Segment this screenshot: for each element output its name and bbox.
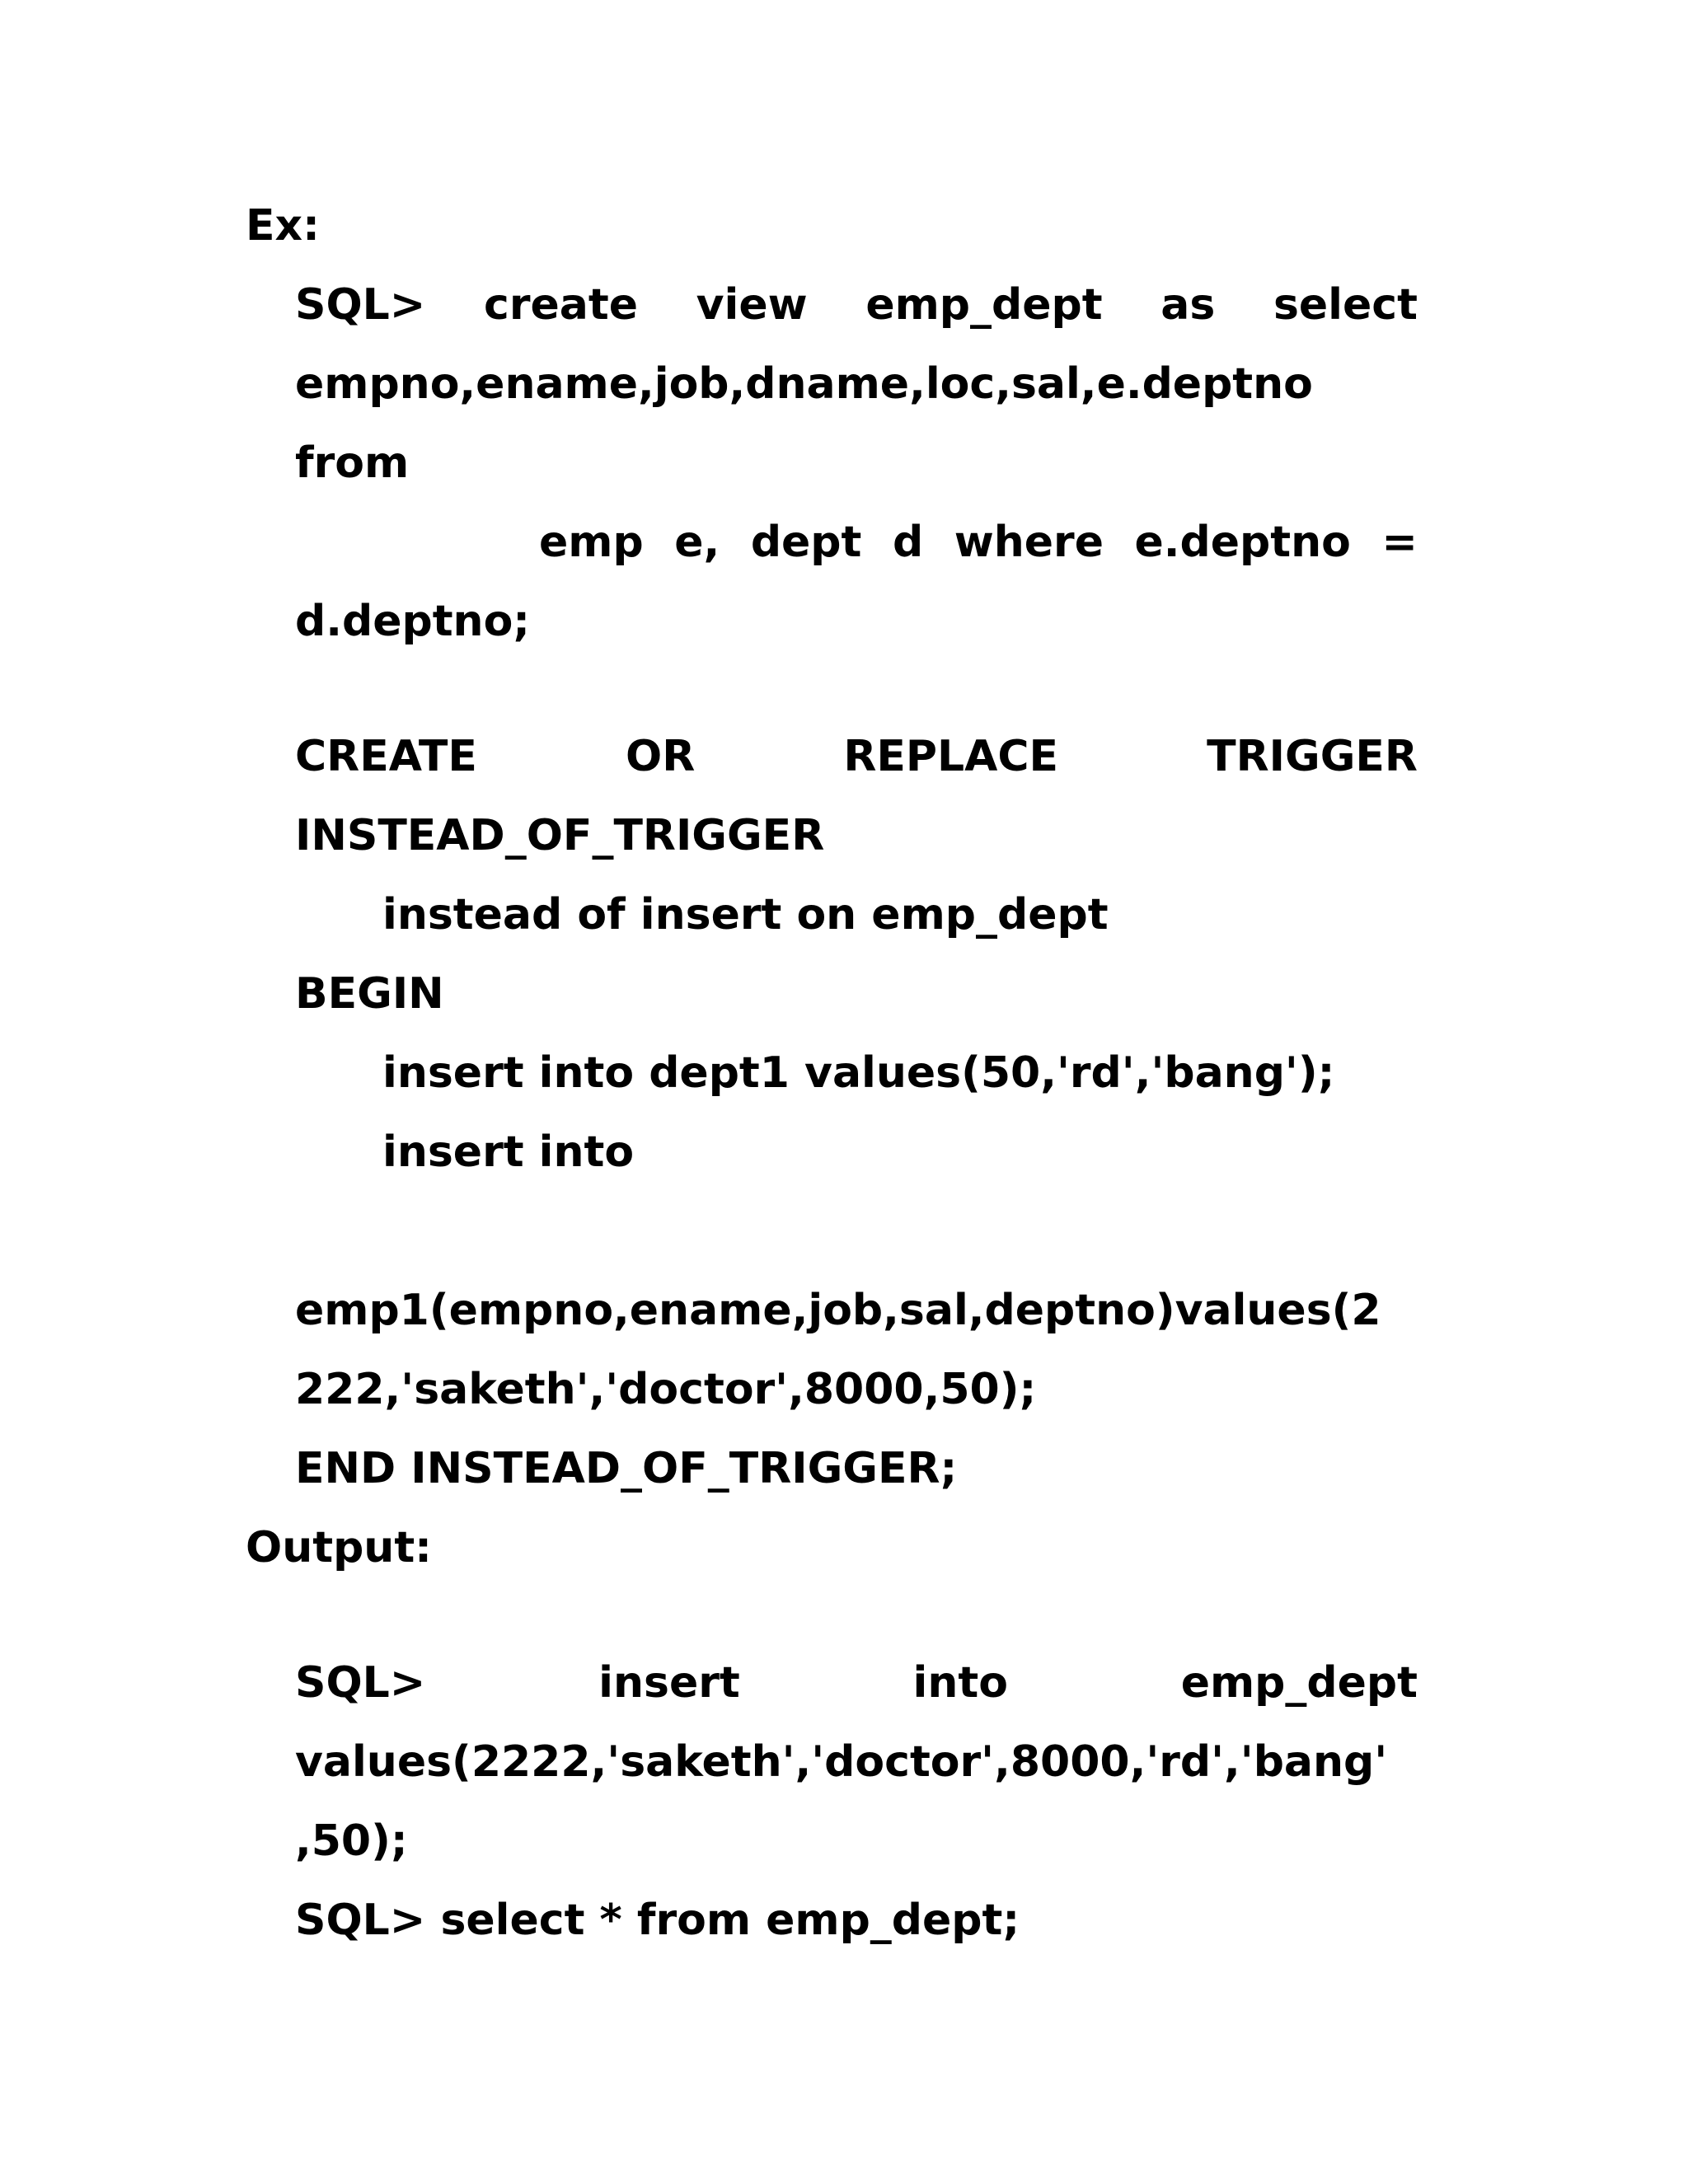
word: CREATE bbox=[295, 732, 477, 781]
end-line: END INSTEAD_OF_TRIGGER; bbox=[295, 1444, 958, 1493]
insert-dept-line: insert into dept1 values(50,'rd','bang'); bbox=[382, 1048, 1335, 1098]
begin-line: BEGIN bbox=[295, 969, 444, 1019]
instead-of-line: instead of insert on emp_dept bbox=[382, 890, 1109, 940]
from-line: from bbox=[295, 438, 410, 488]
create-view-line bbox=[295, 280, 1418, 330]
word: emp_dept bbox=[865, 280, 1103, 330]
output-label: Output: bbox=[246, 1523, 432, 1572]
word: insert bbox=[598, 1658, 740, 1708]
column-list-line: empno,ename,job,dname,loc,sal,e.deptno bbox=[295, 359, 1313, 409]
emp1-line-1: emp1(empno,ename,job,sal,deptno)values(2 bbox=[295, 1286, 1381, 1335]
word: where bbox=[954, 518, 1104, 567]
ex-label: Ex: bbox=[246, 201, 320, 251]
insert-into-line: insert into bbox=[382, 1127, 635, 1177]
word: as bbox=[1160, 280, 1216, 330]
deptno-line: d.deptno; bbox=[295, 597, 531, 646]
word: emp_dept bbox=[1180, 1658, 1418, 1708]
word: = bbox=[1381, 518, 1418, 567]
word: SQL> bbox=[295, 280, 426, 330]
word: e, bbox=[674, 518, 720, 567]
output-values-line-2: ,50); bbox=[295, 1816, 408, 1866]
word: REPLACE bbox=[843, 732, 1059, 781]
word: dept bbox=[750, 518, 862, 567]
trigger-name-line: INSTEAD_OF_TRIGGER bbox=[295, 811, 825, 860]
output-values-line-1: values(2222,'saketh','doctor',8000,'rd','bang' bbox=[295, 1737, 1388, 1787]
create-trigger-line bbox=[295, 732, 1418, 781]
where-line bbox=[539, 518, 1418, 567]
emp1-line-2: 222,'saketh','doctor',8000,50); bbox=[295, 1365, 1037, 1414]
word: e.deptno bbox=[1134, 518, 1351, 567]
word: view bbox=[696, 280, 808, 330]
word: emp bbox=[539, 518, 644, 567]
word: create bbox=[484, 280, 638, 330]
output-insert-line bbox=[295, 1658, 1418, 1708]
word: TRIGGER bbox=[1207, 732, 1418, 781]
word: OR bbox=[626, 732, 696, 781]
word: into bbox=[912, 1658, 1008, 1708]
word: select bbox=[1273, 280, 1418, 330]
word: SQL> bbox=[295, 1658, 426, 1708]
output-select-line: SQL> select * from emp_dept; bbox=[295, 1896, 1020, 1945]
word: d bbox=[892, 518, 924, 567]
